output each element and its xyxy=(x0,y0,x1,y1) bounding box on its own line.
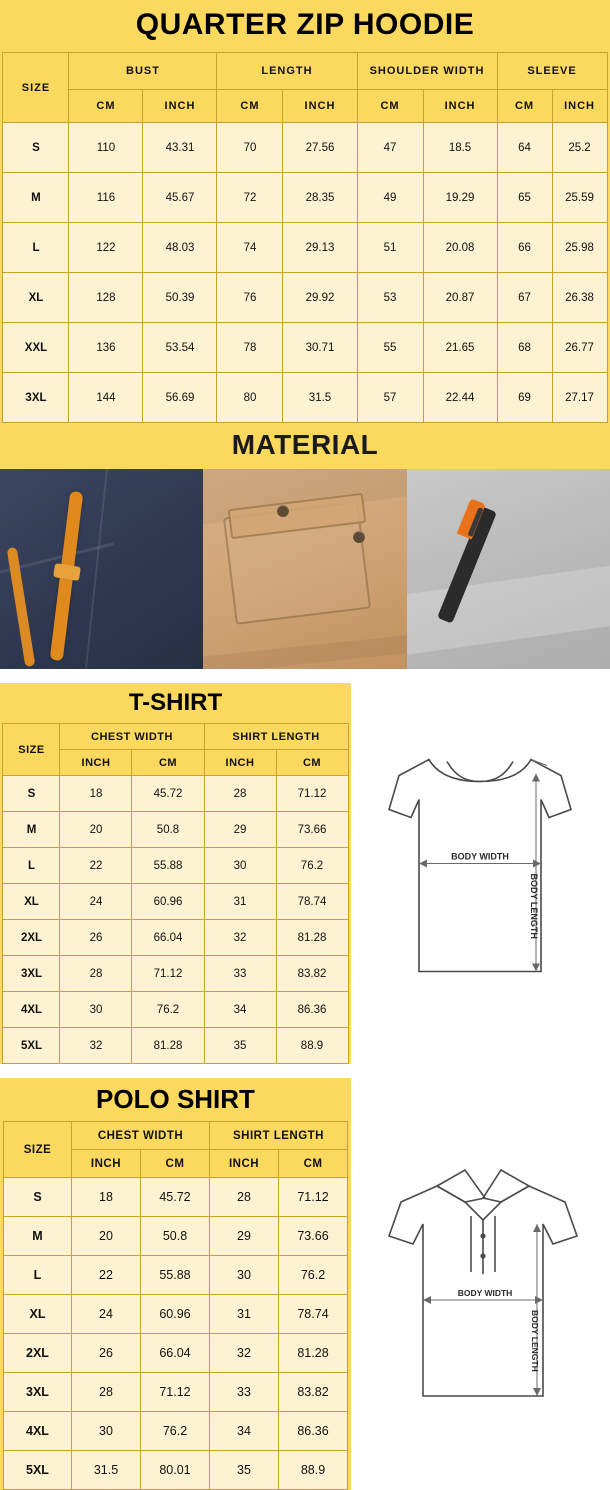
hoodie-unit-shoulder-cm: CM xyxy=(357,90,423,123)
table-row xyxy=(3,273,607,323)
cell-value: 45.67 xyxy=(143,173,217,223)
cell-value: 66.04 xyxy=(140,1334,209,1373)
cell-size: 5XL xyxy=(3,1451,71,1490)
cell-value: 80.01 xyxy=(140,1451,209,1490)
cell-value: 35 xyxy=(204,1028,276,1064)
khaki-sleeve-pocket-photo xyxy=(203,469,406,669)
tshirt-title: T-SHIRT xyxy=(0,683,351,723)
cell-size: S xyxy=(3,776,60,812)
cell-value: 45.72 xyxy=(140,1178,209,1217)
hoodie-unit-sleeve-cm: CM xyxy=(497,90,552,123)
cell-value: 31.5 xyxy=(71,1451,140,1490)
cell-value: 22 xyxy=(60,848,132,884)
cell-value: 68 xyxy=(497,323,552,373)
cell-value: 50.8 xyxy=(132,812,204,848)
hoodie-header-sleeve: SLEEVE xyxy=(497,53,607,90)
cell-value: 74 xyxy=(217,223,283,273)
cell-value: 83.82 xyxy=(279,1373,348,1412)
table-row xyxy=(3,223,607,273)
cell-size: 3XL xyxy=(3,373,69,423)
cell-value: 60.96 xyxy=(140,1295,209,1334)
tshirt-unit-length-cm: CM xyxy=(276,750,348,776)
cell-value: 72 xyxy=(217,173,283,223)
cell-value: 47 xyxy=(357,123,423,173)
cell-value: 70 xyxy=(217,123,283,173)
cell-value: 73.66 xyxy=(276,812,348,848)
hoodie-size-table xyxy=(2,52,607,423)
table-row xyxy=(3,1178,347,1217)
cell-size: 2XL xyxy=(3,920,60,956)
cell-value: 76 xyxy=(217,273,283,323)
cell-value: 32 xyxy=(60,1028,132,1064)
cell-value: 53 xyxy=(357,273,423,323)
polo-unit-chest-cm: CM xyxy=(140,1150,209,1178)
cell-value: 27.17 xyxy=(552,373,607,423)
cell-value: 28 xyxy=(204,776,276,812)
cell-value: 34 xyxy=(210,1412,279,1451)
polo-header-chest-width: CHEST WIDTH xyxy=(71,1122,209,1150)
cell-value: 53.54 xyxy=(143,323,217,373)
tshirt-diagram-panel xyxy=(351,683,610,1064)
cell-value: 30 xyxy=(210,1256,279,1295)
tshirt-header-size: SIZE xyxy=(3,724,60,776)
sleeve-hem xyxy=(203,633,406,669)
cell-value: 26.38 xyxy=(552,273,607,323)
cell-size: XL xyxy=(3,884,60,920)
cell-size: 3XL xyxy=(3,956,60,992)
cell-size: S xyxy=(3,123,69,173)
tshirt-measurement-diagram xyxy=(351,683,610,1064)
cell-value: 66 xyxy=(497,223,552,273)
polo-unit-chest-inch: INCH xyxy=(71,1150,140,1178)
cell-value: 76.2 xyxy=(132,992,204,1028)
cell-value: 31 xyxy=(204,884,276,920)
cell-value: 65 xyxy=(497,173,552,223)
tshirt-body-width-label: BODY WIDTH xyxy=(451,851,509,862)
hoodie-title: QUARTER ZIP HOODIE xyxy=(0,0,610,52)
cell-size: XL xyxy=(3,1295,71,1334)
hoodie-unit-header-row xyxy=(3,90,607,123)
material-photo-strip xyxy=(0,469,610,669)
cell-value: 76.2 xyxy=(140,1412,209,1451)
polo-title: POLO SHIRT xyxy=(0,1078,351,1121)
tshirt-unit-length-inch: INCH xyxy=(204,750,276,776)
cell-size: L xyxy=(3,1256,71,1295)
polo-size-table xyxy=(3,1121,348,1490)
cell-value: 32 xyxy=(210,1334,279,1373)
cell-value: 19.29 xyxy=(423,173,497,223)
table-row xyxy=(3,373,607,423)
table-row xyxy=(3,1295,347,1334)
table-row xyxy=(3,1334,347,1373)
cell-value: 110 xyxy=(69,123,143,173)
cell-value: 57 xyxy=(357,373,423,423)
table-row xyxy=(3,812,348,848)
cell-value: 18 xyxy=(60,776,132,812)
cell-value: 28.35 xyxy=(283,173,357,223)
table-row xyxy=(3,920,348,956)
cell-size: 4XL xyxy=(3,1412,71,1451)
tshirt-body-length-label: BODY LENGTH xyxy=(529,873,539,939)
cell-value: 71.12 xyxy=(279,1178,348,1217)
cell-value: 73.66 xyxy=(279,1217,348,1256)
cell-size: L xyxy=(3,223,69,273)
cell-value: 71.12 xyxy=(140,1373,209,1412)
cell-value: 78 xyxy=(217,323,283,373)
cell-value: 35 xyxy=(210,1451,279,1490)
cell-value: 80 xyxy=(217,373,283,423)
polo-unit-length-inch: INCH xyxy=(210,1150,279,1178)
polo-header-shirt-length: SHIRT LENGTH xyxy=(210,1122,348,1150)
cell-value: 29.13 xyxy=(283,223,357,273)
cell-value: 48.03 xyxy=(143,223,217,273)
table-row xyxy=(3,1451,347,1490)
cell-value: 26 xyxy=(71,1334,140,1373)
cell-value: 28 xyxy=(71,1373,140,1412)
tshirt-table-panel xyxy=(0,683,351,1064)
tshirt-group-header-row xyxy=(3,724,348,750)
cell-value: 88.9 xyxy=(279,1451,348,1490)
cell-value: 43.31 xyxy=(143,123,217,173)
cell-size: L xyxy=(3,848,60,884)
cell-value: 76.2 xyxy=(279,1256,348,1295)
cell-value: 25.2 xyxy=(552,123,607,173)
cell-value: 88.9 xyxy=(276,1028,348,1064)
tshirt-section xyxy=(0,683,610,1064)
cell-value: 30 xyxy=(204,848,276,884)
hoodie-unit-sleeve-inch: INCH xyxy=(552,90,607,123)
hoodie-group-header-row xyxy=(3,53,607,90)
cell-value: 83.82 xyxy=(276,956,348,992)
table-row xyxy=(3,123,607,173)
table-row xyxy=(3,1412,347,1451)
cell-value: 69 xyxy=(497,373,552,423)
cell-value: 32 xyxy=(204,920,276,956)
table-row xyxy=(3,1256,347,1295)
cell-value: 28 xyxy=(210,1178,279,1217)
cell-value: 50.8 xyxy=(140,1217,209,1256)
cell-value: 64 xyxy=(497,123,552,173)
cell-value: 21.65 xyxy=(423,323,497,373)
cell-value: 20 xyxy=(60,812,132,848)
hoodie-unit-length-inch: INCH xyxy=(283,90,357,123)
polo-unit-length-cm: CM xyxy=(279,1150,348,1178)
cell-size: M xyxy=(3,812,60,848)
cell-value: 25.98 xyxy=(552,223,607,273)
hoodie-unit-shoulder-inch: INCH xyxy=(423,90,497,123)
cell-size: M xyxy=(3,1217,71,1256)
cell-value: 71.12 xyxy=(276,776,348,812)
cell-value: 20.08 xyxy=(423,223,497,273)
cell-value: 33 xyxy=(210,1373,279,1412)
polo-diagram-panel xyxy=(351,1078,610,1490)
cell-value: 29 xyxy=(204,812,276,848)
cell-value: 78.74 xyxy=(279,1295,348,1334)
fabric-fold xyxy=(407,561,610,657)
cell-value: 86.36 xyxy=(276,992,348,1028)
cell-size: XXL xyxy=(3,323,69,373)
cell-value: 81.28 xyxy=(279,1334,348,1373)
cell-value: 30.71 xyxy=(283,323,357,373)
cell-value: 20 xyxy=(71,1217,140,1256)
cell-value: 55.88 xyxy=(140,1256,209,1295)
cell-value: 50.39 xyxy=(143,273,217,323)
cell-size: 4XL xyxy=(3,992,60,1028)
cell-value: 55 xyxy=(357,323,423,373)
cell-size: 2XL xyxy=(3,1334,71,1373)
cell-value: 26 xyxy=(60,920,132,956)
hoodie-header-bust: BUST xyxy=(69,53,217,90)
cell-value: 25.59 xyxy=(552,173,607,223)
table-row xyxy=(3,1373,347,1412)
table-row xyxy=(3,323,607,373)
hoodie-unit-bust-inch: INCH xyxy=(143,90,217,123)
spacer xyxy=(0,1064,610,1078)
cell-value: 22.44 xyxy=(423,373,497,423)
tshirt-unit-chest-cm: CM xyxy=(132,750,204,776)
cell-value: 26.77 xyxy=(552,323,607,373)
cell-value: 55.88 xyxy=(132,848,204,884)
cell-value: 86.36 xyxy=(279,1412,348,1451)
table-row xyxy=(3,848,348,884)
cell-value: 60.96 xyxy=(132,884,204,920)
cell-value: 34 xyxy=(204,992,276,1028)
tshirt-unit-chest-inch: INCH xyxy=(60,750,132,776)
cell-value: 51 xyxy=(357,223,423,273)
cell-value: 29.92 xyxy=(283,273,357,323)
cell-value: 81.28 xyxy=(132,1028,204,1064)
cell-value: 144 xyxy=(69,373,143,423)
tshirt-size-table xyxy=(2,723,348,1064)
material-title: MATERIAL xyxy=(0,423,610,469)
cell-size: S xyxy=(3,1178,71,1217)
table-row xyxy=(3,1217,347,1256)
cell-value: 30 xyxy=(60,992,132,1028)
cell-value: 24 xyxy=(71,1295,140,1334)
polo-group-header-row xyxy=(3,1122,347,1150)
spacer xyxy=(0,669,610,683)
cell-value: 45.72 xyxy=(132,776,204,812)
cell-value: 66.04 xyxy=(132,920,204,956)
cell-size: 3XL xyxy=(3,1373,71,1412)
table-row xyxy=(3,1028,348,1064)
grey-fleece-pen-photo xyxy=(407,469,610,669)
cell-value: 136 xyxy=(69,323,143,373)
cell-value: 22 xyxy=(71,1256,140,1295)
cell-value: 28 xyxy=(60,956,132,992)
tshirt-header-shirt-length: SHIRT LENGTH xyxy=(204,724,348,750)
polo-body-width-label: BODY WIDTH xyxy=(457,1288,513,1298)
cell-value: 20.87 xyxy=(423,273,497,323)
cell-value: 128 xyxy=(69,273,143,323)
polo-table-panel xyxy=(0,1078,351,1490)
cell-value: 76.2 xyxy=(276,848,348,884)
cell-value: 30 xyxy=(71,1412,140,1451)
table-row xyxy=(3,776,348,812)
cell-value: 78.74 xyxy=(276,884,348,920)
cell-size: M xyxy=(3,173,69,223)
table-row xyxy=(3,992,348,1028)
cell-value: 27.56 xyxy=(283,123,357,173)
hoodie-header-shoulder-width: SHOULDER WIDTH xyxy=(357,53,497,90)
table-row xyxy=(3,884,348,920)
cell-value: 116 xyxy=(69,173,143,223)
cell-value: 18 xyxy=(71,1178,140,1217)
table-row xyxy=(3,173,607,223)
cell-value: 49 xyxy=(357,173,423,223)
cell-value: 18.5 xyxy=(423,123,497,173)
polo-body-length-label: BODY LENGTH xyxy=(530,1310,540,1372)
cell-value: 29 xyxy=(210,1217,279,1256)
hoodie-unit-bust-cm: CM xyxy=(69,90,143,123)
cell-size: 5XL xyxy=(3,1028,60,1064)
table-row xyxy=(3,956,348,992)
cell-value: 33 xyxy=(204,956,276,992)
cell-value: 122 xyxy=(69,223,143,273)
navy-hoodie-drawstring-photo xyxy=(0,469,203,669)
polo-measurement-diagram xyxy=(351,1078,610,1490)
cell-value: 71.12 xyxy=(132,956,204,992)
cell-size: XL xyxy=(3,273,69,323)
cell-value: 56.69 xyxy=(143,373,217,423)
hoodie-header-size: SIZE xyxy=(3,53,69,123)
cell-value: 67 xyxy=(497,273,552,323)
snap-button-icon xyxy=(353,531,365,543)
polo-header-size: SIZE xyxy=(3,1122,71,1178)
hoodie-unit-length-cm: CM xyxy=(217,90,283,123)
tshirt-header-chest-width: CHEST WIDTH xyxy=(60,724,204,750)
hoodie-header-length: LENGTH xyxy=(217,53,357,90)
cell-value: 24 xyxy=(60,884,132,920)
cell-value: 31.5 xyxy=(283,373,357,423)
polo-section xyxy=(0,1078,610,1490)
cell-value: 31 xyxy=(210,1295,279,1334)
cell-value: 81.28 xyxy=(276,920,348,956)
hoodie-section xyxy=(0,0,610,469)
